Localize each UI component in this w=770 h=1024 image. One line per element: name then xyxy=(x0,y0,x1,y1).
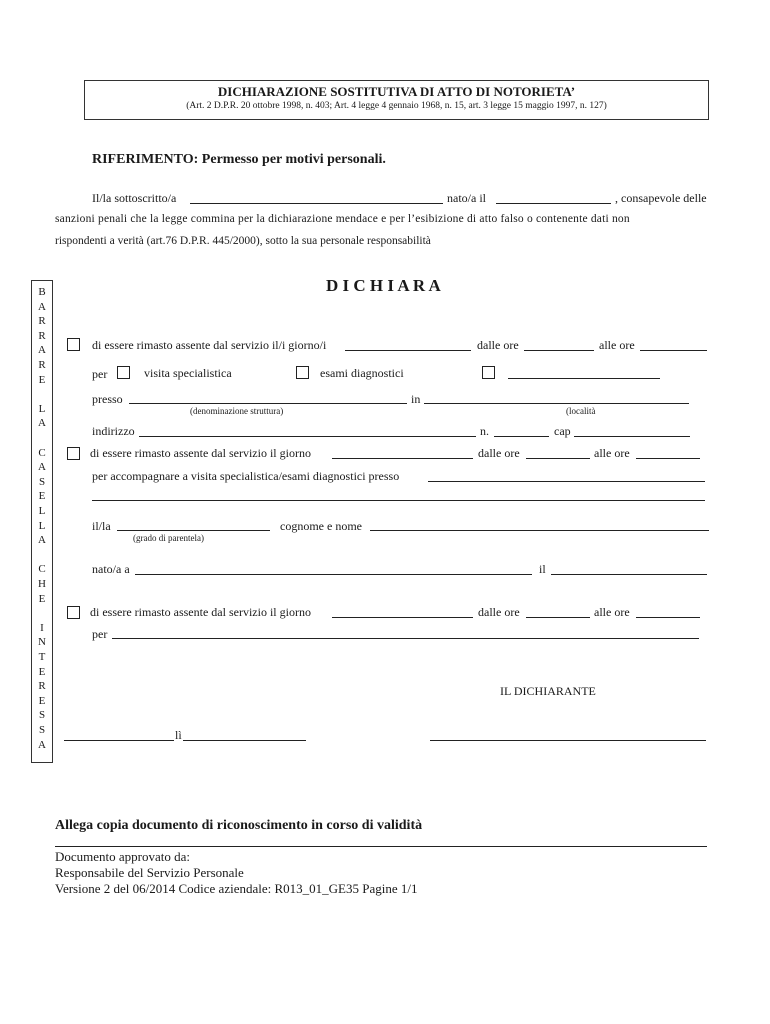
option3-label: di essere rimasto assente dal servizio il giorno xyxy=(90,605,311,619)
riferimento: RIFERIMENTO: Permesso per motivi personali. xyxy=(92,152,386,167)
li-label: lì xyxy=(175,728,182,742)
allega-text: Allega copia documento di riconoscimento in corso di validità xyxy=(55,818,423,833)
sidebar-letter: E xyxy=(38,694,46,707)
sidebar-letter: A xyxy=(38,300,46,313)
sidebar-letter: R xyxy=(38,329,46,342)
sidebar-letter: R xyxy=(38,680,46,693)
cognome-label: cognome e nome xyxy=(280,519,362,533)
sidebar-letter: A xyxy=(38,534,46,547)
intro-sottoscritto-label: Il/la sottoscritto/a xyxy=(92,191,177,205)
in-field[interactable] xyxy=(424,403,689,404)
in-label: in xyxy=(411,392,421,406)
option3-dalle-ore-field[interactable] xyxy=(526,617,590,618)
option2-alle-ore-field[interactable] xyxy=(636,458,700,459)
option1-dalle-ore-label: dalle ore xyxy=(477,338,519,352)
intro-nato-label: nato/a il xyxy=(447,191,486,205)
sidebar-letter: A xyxy=(38,738,46,751)
versione-text: Versione 2 del 06/2014 Codice aziendale: R013_01_GE35 Pagine 1/1 xyxy=(55,881,418,896)
document-subtitle: (Art. 2 D.P.R. 20 ottobre 1998, n. 403; Art. 4 legge 4 gennaio 1968, n. 15, art. 3 legge 15 maggio 1997, n. 127) xyxy=(186,101,607,111)
sidebar-letter: S xyxy=(38,709,46,722)
firma-field[interactable] xyxy=(430,740,706,741)
presso-label: presso xyxy=(92,392,123,406)
indirizzo-label: indirizzo xyxy=(92,424,135,438)
sidebar-letter: H xyxy=(38,578,46,590)
cognome-field[interactable] xyxy=(370,530,709,531)
option3-giorno-field[interactable] xyxy=(332,617,473,618)
il-field[interactable] xyxy=(551,574,707,575)
option2-label: di essere rimasto assente dal servizio il giorno xyxy=(90,446,311,460)
accompagnare-field-2[interactable] xyxy=(92,500,705,501)
sidebar-letter: R xyxy=(38,359,46,371)
option2-checkbox[interactable] xyxy=(67,447,80,460)
option2-dalle-ore-field[interactable] xyxy=(526,458,590,459)
approvato-text: Documento approvato da: xyxy=(55,849,191,864)
option2-giorno-field[interactable] xyxy=(332,458,473,459)
sidebar-letter: L xyxy=(38,402,46,415)
cap-field[interactable] xyxy=(574,436,690,437)
intro-line3: rispondenti a verità (art.76 D.P.R. 445/2000), sotto la sua personale responsabilità xyxy=(55,235,431,247)
sidebar-letter: B xyxy=(38,286,46,298)
altro-checkbox[interactable] xyxy=(482,366,495,379)
il-label: il xyxy=(539,562,546,576)
presso-field[interactable] xyxy=(129,403,407,404)
option2-alle-ore-label: alle ore xyxy=(594,446,630,460)
option1-giorno-field[interactable] xyxy=(345,350,471,351)
luogo-field[interactable] xyxy=(64,740,174,741)
document-title: DICHIARAZIONE SOSTITUTIVA DI ATTO DI NOTORIETA’ xyxy=(217,84,576,99)
sidebar-letter: A xyxy=(38,461,46,474)
sidebar-letter: R xyxy=(38,315,46,328)
option2-dalle-ore-label: dalle ore xyxy=(478,446,520,460)
sidebar-letter: I xyxy=(40,621,44,634)
esami-label: esami diagnostici xyxy=(320,366,404,380)
data-field[interactable] xyxy=(183,740,306,741)
natoa-field[interactable] xyxy=(135,574,532,575)
accompagnare-field[interactable] xyxy=(428,481,705,482)
accompagnare-label: per accompagnare a visita specialistica/esami diagnostici presso xyxy=(92,469,400,483)
intro-consapevole: , consapevole delle xyxy=(615,191,707,205)
sidebar-letter: A xyxy=(38,344,46,357)
cap-label: cap xyxy=(554,424,571,438)
sidebar-letter: C xyxy=(38,563,46,576)
sidebar-letter: L xyxy=(38,519,46,532)
option1-dalle-ore-field[interactable] xyxy=(524,350,594,351)
sidebar-letter: A xyxy=(38,417,46,430)
sidebar-letter: E xyxy=(38,490,46,503)
indirizzo-field[interactable] xyxy=(139,436,476,437)
option3-dalle-ore-label: dalle ore xyxy=(478,605,520,619)
nato-il-field[interactable] xyxy=(496,203,611,204)
natoa-label: nato/a a xyxy=(92,562,130,576)
visita-checkbox[interactable] xyxy=(117,366,130,379)
intro-line2: sanzioni penali che la legge commina per la dichiarazione mendace e per l’esibizione di atto falso o contenente dati non xyxy=(55,213,630,225)
option1-per-label: per xyxy=(92,367,108,381)
option1-checkbox[interactable] xyxy=(67,338,80,351)
sidebar-letter: E xyxy=(38,592,46,605)
esami-checkbox[interactable] xyxy=(296,366,309,379)
altro-field[interactable] xyxy=(508,378,660,379)
grado-hint: (grado di parentela) xyxy=(133,533,204,543)
option1-alle-ore-field[interactable] xyxy=(640,350,707,351)
localita-hint: (località xyxy=(566,406,596,416)
responsabile-text: Responsabile del Servizio Personale xyxy=(55,865,244,880)
denominazione-hint: (denominazione struttura) xyxy=(190,406,284,416)
title-box xyxy=(84,80,709,120)
visita-label: visita specialistica xyxy=(144,366,232,380)
sottoscritto-field[interactable] xyxy=(190,203,443,204)
grado-field[interactable] xyxy=(117,530,270,531)
dichiara-heading: D I C H I A R A xyxy=(326,276,441,295)
sidebar-letter: E xyxy=(38,665,46,678)
n-field[interactable] xyxy=(494,436,549,437)
sidebar-letter: C xyxy=(38,446,46,459)
option3-alle-ore-field[interactable] xyxy=(636,617,700,618)
option3-per-field[interactable] xyxy=(112,638,699,639)
sidebar-barrare-box xyxy=(31,280,53,763)
footer-divider xyxy=(55,846,707,847)
sidebar-letter: T xyxy=(38,651,46,663)
option3-per-label: per xyxy=(92,627,108,641)
sidebar-letter: N xyxy=(38,636,46,649)
n-label: n. xyxy=(480,424,489,438)
sidebar-letter: L xyxy=(38,505,46,517)
dichiarante-label: IL DICHIARANTE xyxy=(500,684,596,698)
sidebar-letter: E xyxy=(38,373,46,386)
option1-alle-ore-label: alle ore xyxy=(599,338,635,352)
sidebar-letter: S xyxy=(38,724,46,736)
illa-label: il/la xyxy=(92,519,111,533)
option1-label: di essere rimasto assente dal servizio il/i giorno/i xyxy=(92,338,327,352)
option3-alle-ore-label: alle ore xyxy=(594,605,630,619)
sidebar-letter: S xyxy=(38,475,46,488)
option3-checkbox[interactable] xyxy=(67,606,80,619)
